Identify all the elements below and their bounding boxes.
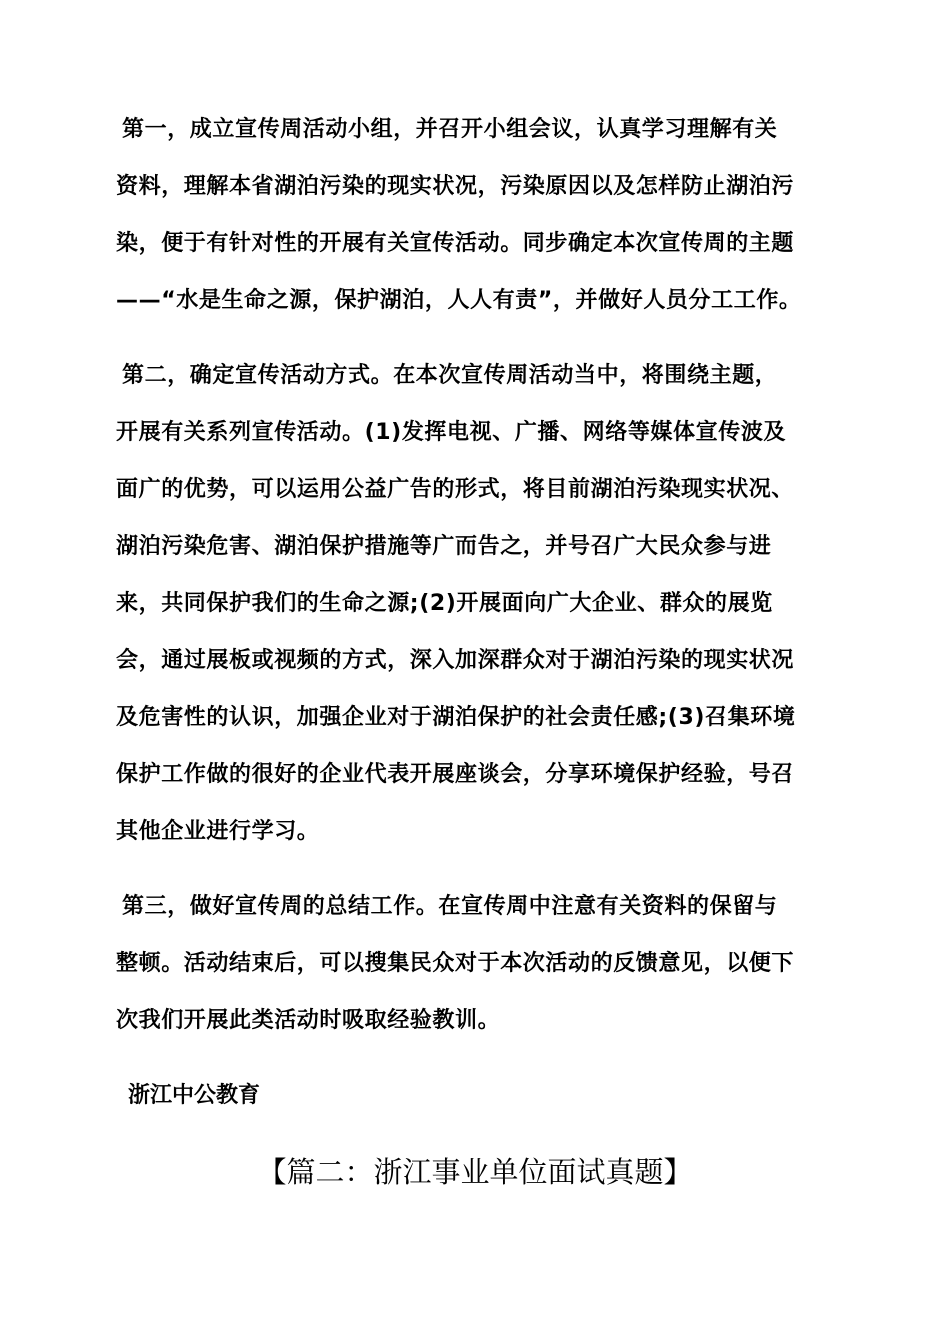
paragraph-line: 第三，做好宣传周的总结工作。在宣传周中注意有关资料的保留与 <box>122 894 778 919</box>
paragraph-line: 开展有关系列宣传活动。(1)发挥电视、广播、网络等媒体宣传波及 <box>116 420 787 445</box>
paragraph-line: 面广的优势，可以运用公益广告的形式，将目前湖泊污染现实状况、 <box>116 477 795 502</box>
paragraph-line: 来，共同保护我们的生命之源;(2)开展面向广大企业、群众的展览 <box>116 591 773 616</box>
signature: 浙江中公教育 <box>128 1083 261 1108</box>
paragraph-line: 整顿。活动结束后，可以搜集民众对于本次活动的反馈意见，以便下 <box>116 951 795 976</box>
paragraph-line: 染，便于有针对性的开展有关宣传活动。同步确定本次宣传周的主题 <box>116 231 795 256</box>
section-heading: 【篇二：浙江事业单位面试真题】 <box>257 1155 693 1189</box>
paragraph-line: 资料，理解本省湖泊污染的现实状况，污染原因以及怎样防止湖泊污 <box>116 174 795 199</box>
paragraph-line: 会，通过展板或视频的方式，深入加深群众对于湖泊污染的现实状况 <box>116 648 795 673</box>
paragraph-line: 保护工作做的很好的企业代表开展座谈会，分享环境保护经验，号召 <box>116 762 795 787</box>
paragraph-line: 第一，成立宣传周活动小组，并召开小组会议，认真学习理解有关 <box>122 117 778 142</box>
paragraph-line: 湖泊污染危害、湖泊保护措施等广而告之，并号召广大民众参与进 <box>116 534 772 559</box>
paragraph-line: 第二，确定宣传活动方式。在本次宣传周活动当中，将围绕主题， <box>122 363 778 388</box>
paragraph-line: 其他企业进行学习。 <box>116 819 320 844</box>
paragraph-line: ——“水是生命之源，保护湖泊，人人有责”，并做好人员分工工作。 <box>116 288 802 313</box>
paragraph-line: 及危害性的认识，加强企业对于湖泊保护的社会责任感;(3)召集环境 <box>116 705 796 730</box>
paragraph-line: 次我们开展此类活动时吸取经验教训。 <box>116 1008 501 1033</box>
